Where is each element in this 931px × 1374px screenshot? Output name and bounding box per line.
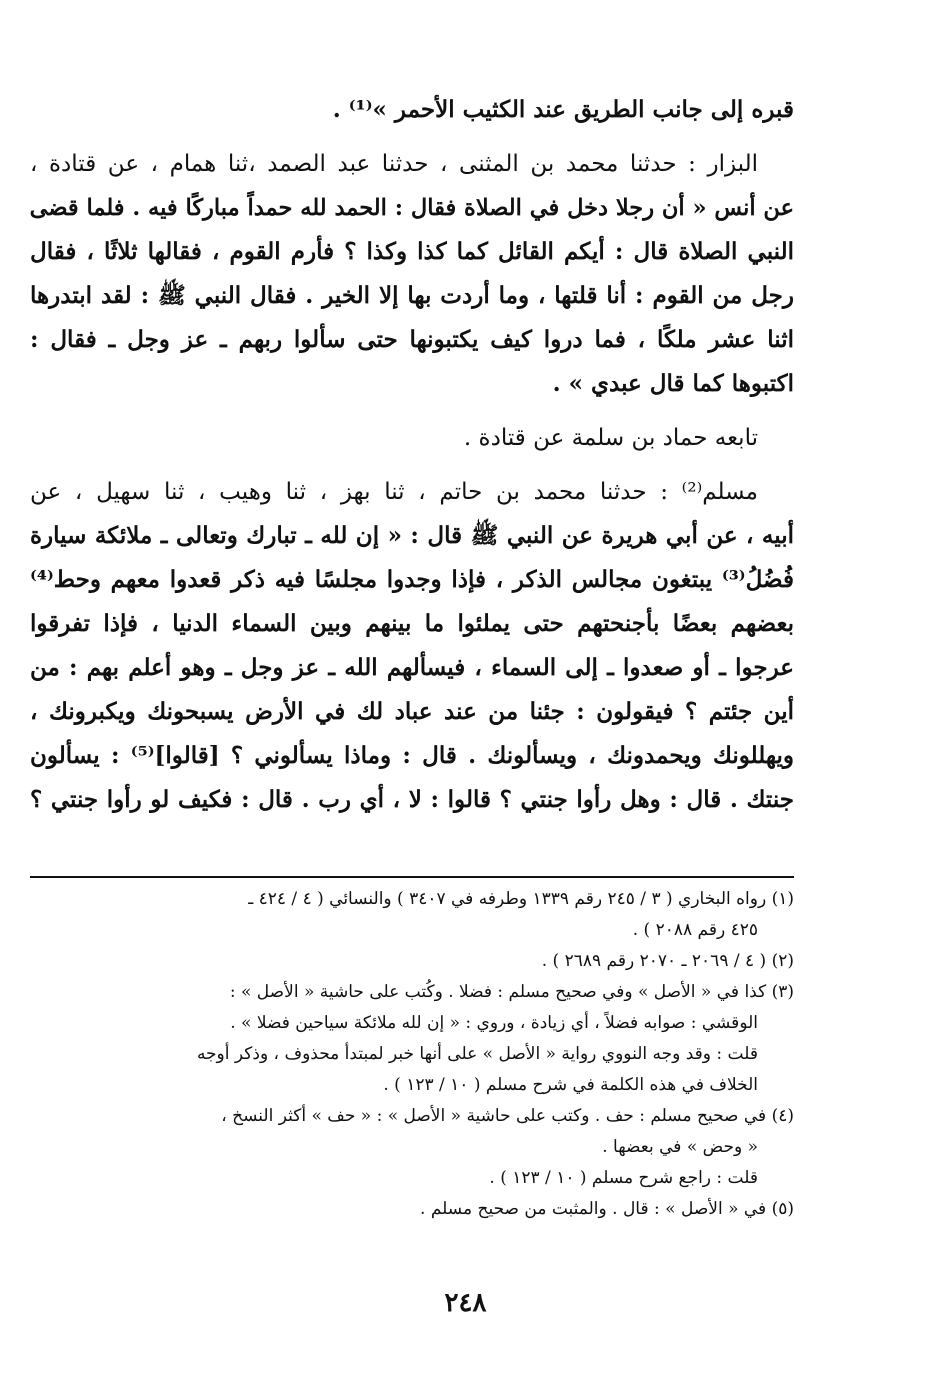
text-line: قبره إلى جانب الطريق عند الكثيب الأحمر »⁽¹⁾ . (332, 96, 794, 123)
text-line: النبي الصلاة قال : أيكم القائل كما كذا وكذا ؟ فأرم القوم ، فقالها ثلاثًا ، فقال (30, 238, 794, 265)
text-line: مسلم⁽²⁾ : حدثنا محمد بن حاتم ، ثنا بهز ، ثنا وهيب ، ثنا سهيل ، عن (30, 479, 758, 505)
text-line: اكتبوها كما قال عبدي » . (552, 370, 794, 397)
footnote-line: (٥) في « الأصل » : قال . والمثبت من صحيح مسلم . (420, 1199, 794, 1219)
text-line: أين جئتم ؟ فيقولون : جئنا من عند عباد لك في الأرض يسبحونك ويكبرونك ، (30, 698, 794, 725)
text-line: اثنا عشر ملكًا ، فما دروا كيف يكتبونها حتى سألوا ربهم ـ عز وجل ـ فقال : (30, 326, 794, 353)
paragraph-2 (30, 142, 794, 406)
text-line: بعضهم بعضًا بأجنحتهم حتى يملئوا ما بينهم وبين السماء الدنيا ، فإذا تفرقوا (30, 610, 794, 637)
paragraph-3 (30, 416, 794, 460)
footnote-line: (٤) في صحيح مسلم : حف . وكتب على حاشية « الأصل » : « حف » أكثر النسخ ، (221, 1106, 794, 1126)
text-line: ويهللونك ويحمدونك ، ويسألونك . قال : وماذا يسألوني ؟ [قالوا]⁽⁵⁾ : يسألون (30, 742, 794, 769)
text-line: عن أنس « أن رجلا دخل في الصلاة فقال : الحمد لله حمداً مباركًا فيه . فلما قضى (29, 195, 794, 221)
text-line: رجل من القوم : أنا قلتها ، وما أردت بها إلا الخير . فقال النبي ﷺ : لقد ابتدرها (30, 282, 794, 309)
text-line: البزار : حدثنا محمد بن المثنى ، حدثنا عبد الصمد ،ثنا همام ، عن قتادة ، (30, 151, 758, 177)
footnote-line: « وحض » في بعضها . (602, 1137, 758, 1157)
footnote-line: قلت : وقد وجه النووي رواية « الأصل » على أنها خبر لمبتدأ محذوف ، وذكر أوجه (196, 1044, 758, 1064)
text-line: تابعه حماد بن سلمة عن قتادة . (463, 425, 758, 451)
paragraph-4 (30, 470, 794, 822)
text-line: عرجوا ـ أو صعدوا ـ إلى السماء ، فيسألهم الله ـ عز وجل ـ وهو أعلم بهم : من (30, 654, 794, 681)
footnote-line: ٤٢٥ رقم ٢٠٨٨ ) . (632, 920, 758, 940)
paragraph-1 (30, 88, 794, 132)
text-line: جنتك . قال : وهل رأوا جنتي ؟ قالوا : لا ، أي رب . قال : فكيف لو رأوا جنتي ؟ (30, 786, 794, 813)
text-line: فُضُلُ⁽³⁾ يبتغون مجالس الذكر ، فإذا وجدوا مجلسًا فيه ذكر قعدوا معهم وحط⁽⁴⁾ (30, 566, 794, 593)
footnote-line: (٣) كذا في « الأصل » وفي صحيح مسلم : فضلا . وكُتب على حاشية « الأصل » : (229, 982, 794, 1002)
footnote-line: (٢) ( ٤ / ٢٠٦٩ ـ ٢٠٧٠ رقم ٢٦٨٩ ) . (541, 951, 794, 971)
footnote-line: الخلاف في هذه الكلمة في شرح مسلم ( ١٠ / ١٢٣ ) . (383, 1075, 758, 1095)
page-number: ٢٤٨ (444, 1288, 487, 1318)
footnote-separator (30, 876, 794, 878)
footnote-line: الوقشي : صوابه فضلاً ، أي زيادة ، وروي : « إن لله ملائكة سياحين فضلا » . (230, 1013, 758, 1033)
main-text (30, 88, 794, 832)
text-line: أبيه ، عن أبي هريرة عن النبي ﷺ قال : « إن لله ـ تبارك وتعالى ـ ملائكة سيارة (30, 522, 794, 549)
footnotes (30, 884, 794, 1225)
footnote-line: (١) رواه البخاري ( ٣ / ٢٤٥ رقم ١٣٣٩ وطرفه في ٣٤٠٧ ) والنسائي ( ٤ / ٤٢٤ ـ (248, 889, 794, 909)
footnote-line: قلت : راجع شرح مسلم ( ١٠ / ١٢٣ ) . (489, 1168, 758, 1188)
